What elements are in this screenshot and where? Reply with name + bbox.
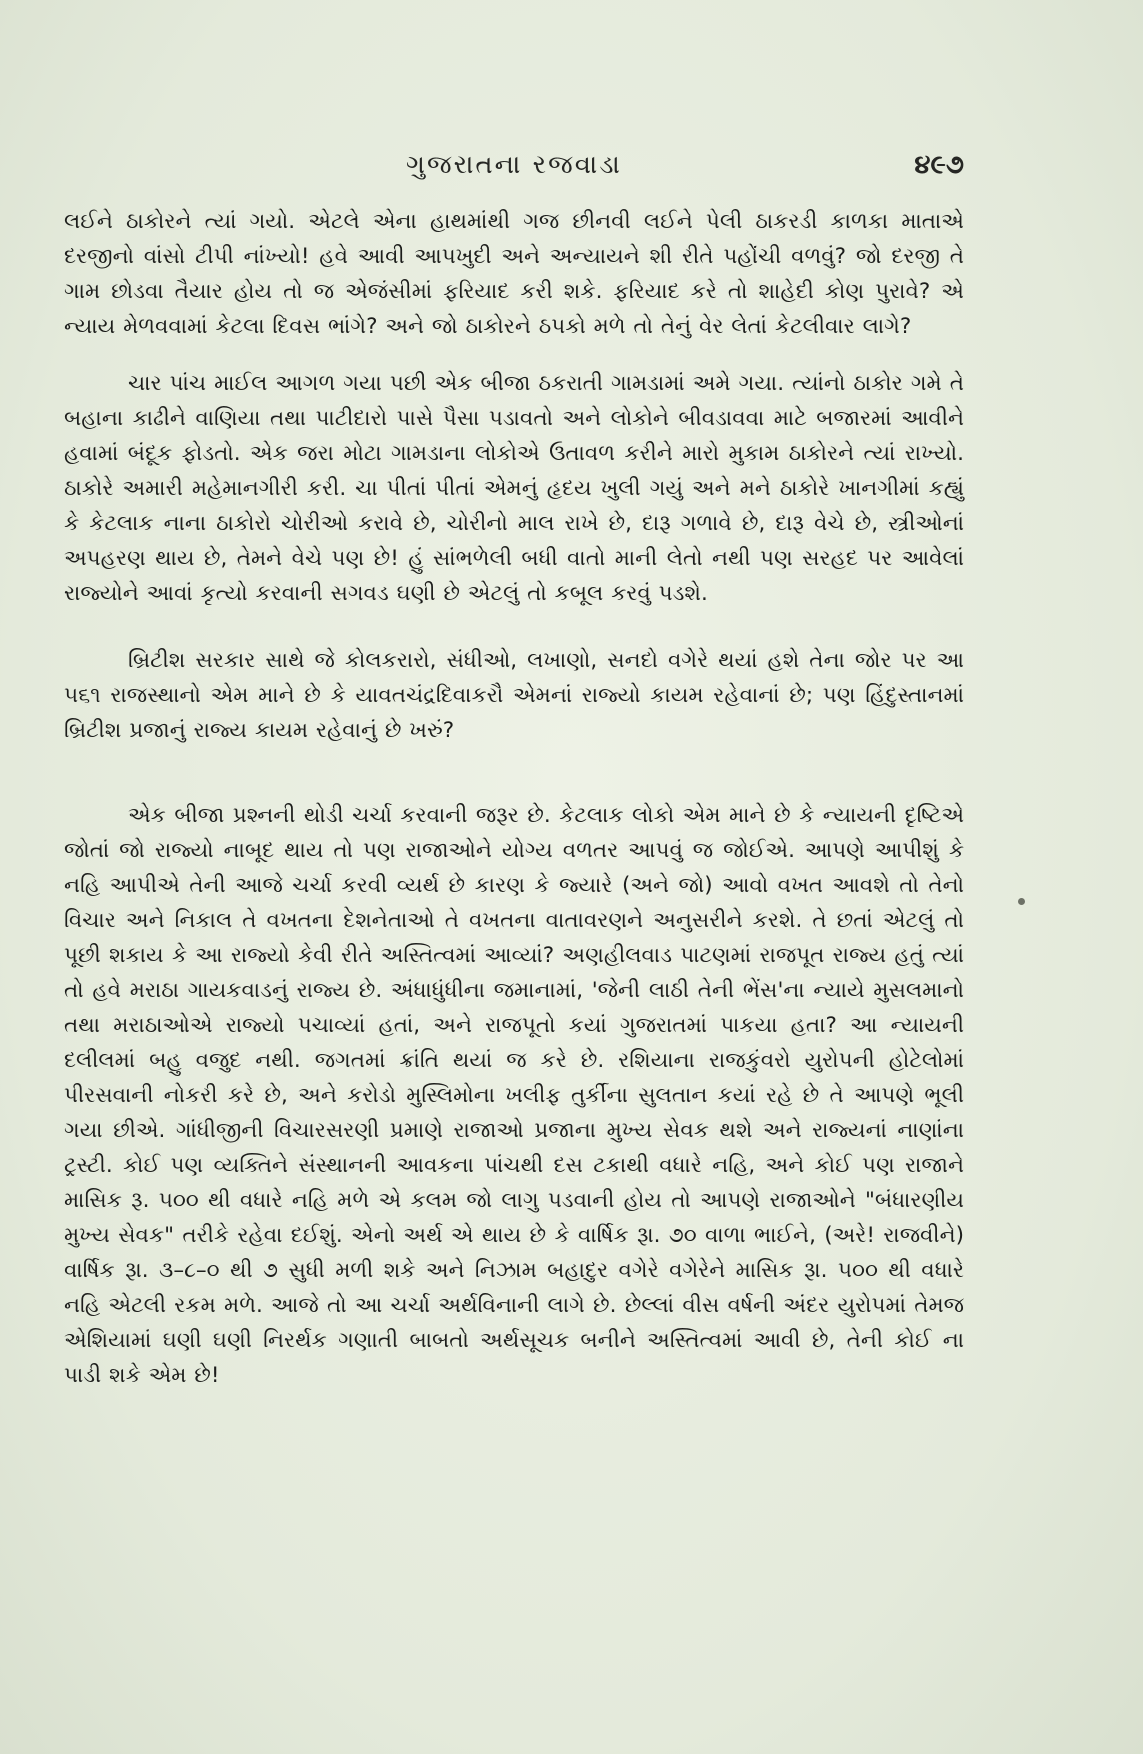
paragraph-1: લઈને ઠાકોરને ત્યાં ગયો. એટલે એના હાથમાંથી ગજ છીનવી લઈને પેલી ઠાકરડી કાળકા માતાએ દરજીનો વાંસો ટીપી નાંખ્યો! હવે આવી આપખુદી અને અન્યાયને શી રીતે પહોંચી વળવું? જો દરજી તે ગામ છોડવા તૈયાર હોય તો જ એજંસીમાં ફરિયાદ કરી શકે. ફરિયાદ કરે તો શાહેદી કોણ પુરાવે? એ ન્યાય મેળવવામાં કેટલા દિવસ ભાંગે? અને જો ઠાકોરને ઠપકો મળે તો તેનું વેર લેતાં કેટલીવાર લાગે? [64,209,964,339]
paper-speck [1018,898,1025,905]
paragraph-4: એક બીજા પ્રશ્નની થોડી ચર્ચા કરવાની જરૂર છે. કેટલાક લોકો એમ માને છે કે ન્યાયની દૃષ્ટિએ જોતાં જો રાજ્યો નાબૂદ થાય તો પણ રાજાઓને યોગ્ય વળતર આપવું જ જોઈએ. આપણે આપીશું કે નહિ આપીએ તેની આજે ચર્ચા કરવી વ્યર્થ છે કારણ કે જ્યારે (અને જો) આવો વખત આવશે તો તેનો વિચાર અને નિકાલ તે વખતના દેશનેતાઓ તે વખતના વાતાવરણને અનુસરીને કરશે. તે છતાં એટલું તો પૂછી શકાય કે આ રાજ્યો કેવી રીતે અસ્તિત્વમાં આવ્યાં? અણહીલવાડ પાટણમાં રાજપૂત રાજ્ય હતું ત્યાં તો હવે મરાઠા ગાયકવાડનું રાજ્ય છે. અંધાધુંધીના જમાનામાં, 'જેની લાઠી તેની ભેંસ'ના ન્યાયે મુસલમાનો તથા મરાઠાઓએ રાજ્યો પચાવ્યાં હતાં, અને રાજપૂતો કયાં ગુજરાતમાં પાકયા હતા? આ ન્યાયની દલીલમાં બહુ વજુદ નથી. જગતમાં ક્રાંતિ થયાં જ કરે છે. રશિયાના રાજકુંવરો યુરોપની હોટેલોમાં પીરસવાની નોકરી કરે છે, અને કરોડો મુસ્લિમોના ખલીફ તુર્કીના સુલતાન કયાં રહે છે તે આપણે ભૂલી ગયા છીએ. ગાંધીજીની વિચારસરણી પ્રમાણે રાજાઓ પ્રજાના મુખ્ય સેવક થશે અને રાજ્યનાં નાણાંના ટ્રસ્ટી. કોઈ પણ વ્યક્તિને સંસ્થાનની આવકના પાંચથી દસ ટકાથી વધારે નહિ, અને કોઈ પણ રાજાને માસિક રૂ. ૫૦૦ થી વધારે નહિ મળે એ કલમ જો લાગુ પડવાની હોય તો આપણે રાજાઓને "બંધારણીય મુખ્ય સેવક" તરીકે રહેવા દઈશું. એનો અર્થ એ થાય છે કે વાર્ષિક રૂા. ૭૦ વાળા ભાઈને, (અરે! રાજવીને) વાર્ષિક રૂા. ૩–૮–૦ થી ૭ સુધી મળી શકે અને નિઝામ બહાદુર વગેરે વગેરેને માસિક રૂા. ૫૦૦ થી વધારે નહિ એટલી રકમ મળે. આજે તો આ ચર્ચા અર્થવિનાની લાગે છે. છેલ્લાં વીસ વર્ષની અંદર યુરોપમાં તેમજ એશિયામાં ઘણી ઘણી નિરર્થક ગણાતી બાબતો અર્થસૂચક બનીને અસ્તિત્વમાં આવી છે, તેની કોઈ ના પાડી શકે એમ છે! [64,803,964,1388]
body-text [64,204,964,1393]
running-header [64,150,964,190]
page-number: ૪૯૭ [914,150,964,180]
chapter-title: ગુજરાતના રજવાડા [406,150,622,180]
paragraph-2: ચાર પાંચ માઈલ આગળ ગયા પછી એક બીજા ઠકરાતી ગામડામાં અમે ગયા. ત્યાંનો ઠાકોર ગમે તે બહાના કાઢીને વાણિયા તથા પાટીદારો પાસે પૈસા પડાવતો અને લોકોને બીવડાવવા માટે બજારમાં આવીને હવામાં બંદૂક ફોડતો. એક જરા મોટા ગામડાના લોકોએ ઉતાવળ કરીને મારો મુકામ ઠાકોરને ત્યાં રાખ્યો. ઠાકોરે અમારી મહેમાનગીરી કરી. ચા પીતાં પીતાં એમનું હૃદય ખુલી ગયું અને મને ઠાકોરે ખાનગીમાં કહ્યું કે કેટલાક નાના ઠાકોરો ચોરીઓ કરાવે છે, ચોરીનો માલ રાખે છે, દારૂ ગળાવે છે, દારૂ વેચે છે, સ્ત્રીઓનાં અપહરણ થાય છે, તેમને વેચે પણ છે! હું સાંભળેલી બધી વાતો માની લેતો નથી પણ સરહદ પર આવેલાં રાજ્યોને આવાં કૃત્યો કરવાની સગવડ ઘણી છે એટલું તો કબૂલ કરવું પડશે. [64,371,964,606]
paragraph-3: બ્રિટીશ સરકાર સાથે જે કોલકરારો, સંધીઓ, લખાણો, સનદો વગેરે થયાં હશે તેના જોર પર આ ૫૬૧ રાજસ્થાનો એમ માને છે કે યાવતચંદ્રદિવાકરૌ એમનાં રાજ્યો કાયમ રહેવાનાં છે; પણ હિંદુસ્તાનમાં બ્રિટીશ પ્રજાનું રાજ્ય કાયમ રહેવાનું છે ખરું? [64,648,964,743]
